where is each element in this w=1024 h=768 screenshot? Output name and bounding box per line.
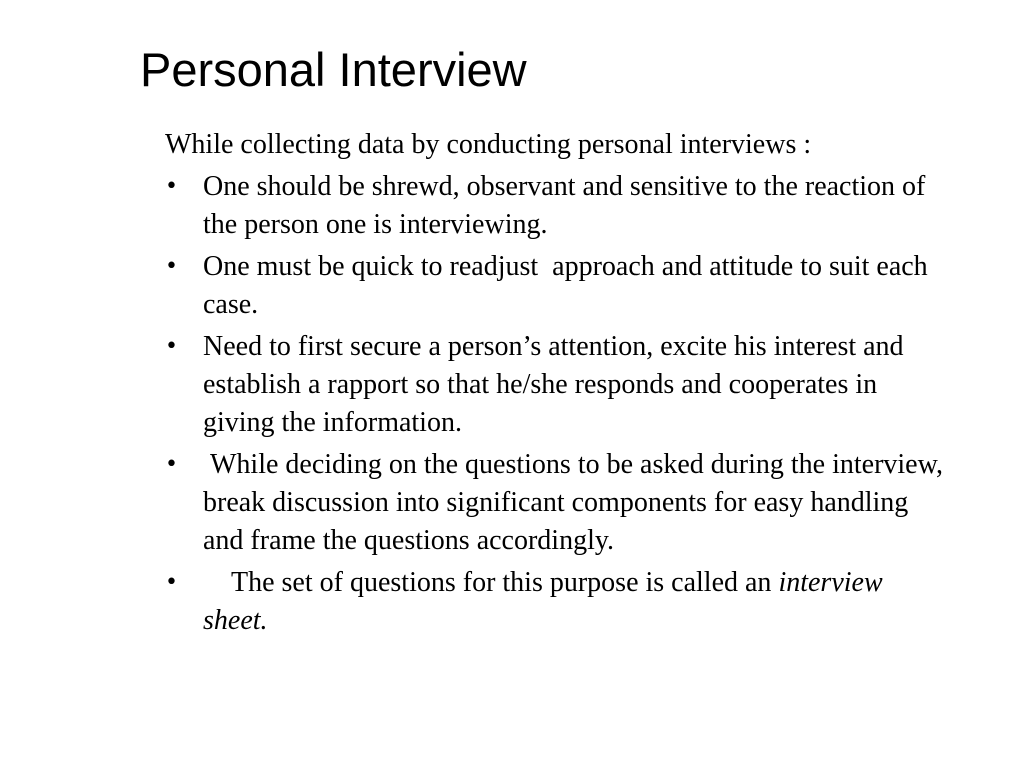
bullet-item [165,446,951,560]
bullet-emphasis-text: interview sheet. [203,567,890,636]
bullet-text: Need to first secure a person’s attention, excite his interest and establish a rapport so that he/she responds and cooperates in giving the information. [203,331,911,438]
intro-text: While collecting data by conducting personal interviews : [165,129,812,160]
bullet-text: One must be quick to readjust approach and attitude to suit each case. [203,251,935,320]
bullet-dot-icon: • [165,570,178,595]
bullet-item [165,248,945,324]
slide-body [165,126,951,644]
bullet-item [165,564,945,640]
bullet-dot-icon: • [165,334,178,359]
bullet-dot-icon: • [165,174,178,199]
bullet-list [165,168,951,640]
bullet-item [165,168,945,244]
bullet-text: While deciding on the questions to be asked during the interview, break discussion into significant components for easy handling and frame the questions accordingly. [203,449,951,556]
bullet-text: The set of questions for this purpose is called an [203,567,779,598]
bullet-dot-icon: • [165,254,178,279]
bullet-dot-icon: • [165,452,178,477]
bullet-text: One should be shrewd, observant and sensitive to the reaction of the person one is interviewing. [203,171,933,240]
bullet-item [165,328,945,442]
slide-title: Personal Interview [140,43,527,96]
